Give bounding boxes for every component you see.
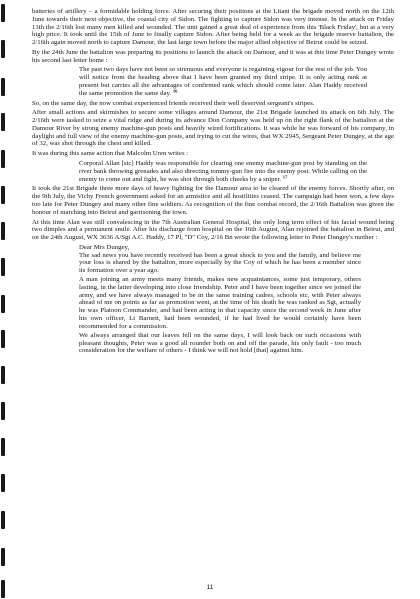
- haddy-letter: [79, 244, 361, 355]
- letter-quote-promotion: [79, 66, 367, 97]
- letter-paragraph: The sad news you have recently received has been a great shock to you and the family, and believe me your loss is shared by the battalion, more especially by the Coy of which he has been a member since its formation over a year ago.: [79, 251, 361, 275]
- quote-text: The past two days have not been so strenuous and everyone is regaining vigour for the rest of the job. You will notice from the heading above that I have been granted my third stripe. It is only acting rank at present but carries all the advantages of confirmed rank which should come later. Alan Haddy received the same promotion the same day.: [79, 66, 367, 97]
- footnote-ref: 17: [282, 173, 288, 179]
- paragraph-stripes: So, on the same day, the now combat experienced friends received their well deserved sergeant's stripes.: [32, 99, 315, 107]
- paragraph-damour-attack: After small actions and skirmishes to secure some villages around Damour, the 21st Brigade launched its attack on 6th July. The 2/16th were tasked to seize a vital ridge and during its advance Don Company was held up on the right flank of the battalion at the Damour River by strong enemy machine-gun posts and heavily wired fortifications. It was while he was forward of his company, in daylight and full view of the enemy machine-gun posts, and trying to cut the wires, that WX 2945, Sergeant Peter Dungey, at the age of 32, was shot through the chest and killed.: [32, 109, 394, 148]
- quote-text: Corporal Allan [sic] Haddy was responsible for clearing one enemy machine-gun post by standing on the river bank throwing grenades and also directing tommy-gun fire into the enemy post. While calling on the enemy to come out and fight, he was shot through both cheeks by a sniper.: [79, 160, 367, 183]
- binding-edge: [0, 0, 10, 599]
- letter-paragraph: We always arranged that our leaves fell on the same days, I will look back on such occasions with pleasant thoughts, Peter was a good all rounder both on and off the parade, his only fault - too much consideration for the welfare of others - I think we will not hold [that] against him.: [79, 331, 361, 355]
- uren-quote: [79, 160, 367, 183]
- paragraph-sidon: batteries of artillery – a formidable holding force. After securing their positions at the Litani the brigade moved north on the 12th June towards their next objective, the coastal city of Sidon. The fighting to capture Sidon was very intense. In the attack on Friday 13th the 2/16th lost many men killed and wounded. The unit gained a great deal of experience from this 'Black Friday', but at a very high price. It took until the 15th of June to finally capture Sidon. After being held for a week as the brigade reserve battalion, the 2/16th again moved north to capture Damour, the last large town before the major allied objective of Beirut could be seized.: [32, 8, 394, 46]
- letter-salutation: Dear Mrs Dungey,: [79, 243, 130, 251]
- paragraph-damour-prep: By the 24th June the battalion was preparing its positions to launch the attack on Damour, and it was at this time Peter Dungey wrote his second last letter home :: [32, 48, 394, 64]
- paragraph-uren-intro: It was during this same action that Malcolm Uren writes :: [32, 150, 189, 158]
- paragraph-armistice: It took the 21st Brigade three more days of heavy fighting for the Damour area to be cleared of the enemy forces. Shortly after, on the 9th July, the Vichy French government asked for an armistice and all hostilities ceased. The campaign had been won, a few days too late for Peter Dungey and many other fine soldiers. As recognition of the fine combat record, the 2/16th Battalion was given the honour of marching into Beirut and garrisoning the town.: [32, 185, 394, 216]
- footnote-ref: 16: [172, 88, 178, 94]
- page-number: 11: [206, 584, 214, 591]
- document-page: [32, 8, 394, 355]
- letter-paragraph: A man joining an army meets many friends, makes new acquaintances, some just temporary, others lasting, in the latter developing into close friendship. Peter and I have been together since we joined the army, and we have always managed to be in the same training cadres, schools etc, with Peter always ahead of me on points as far as promotion went, at the time of his death he was ranked as Sgt, actually he was Platoon Commander, and had been acting in that capacity since the second week in June after his own officer, Lt Barnett, had been wounded, if he had lived he would certainly have been recommended for a commission.: [79, 276, 361, 330]
- paragraph-convalescence: At this time Alan was still convalescing in the 7th Australian General Hospital, the only long term effect of his facial wound being two dimples and a permanent smile. After his discharge from hospital on the 16th August, Alan rejoined the battalion in Beirut, and on the 24th August, WX 3636 A/Sgt A.C. Haddy, 17 Pl, "D" Coy, 2/16 Bn wrote the following letter to Peter Dungey's mother :: [32, 218, 394, 241]
